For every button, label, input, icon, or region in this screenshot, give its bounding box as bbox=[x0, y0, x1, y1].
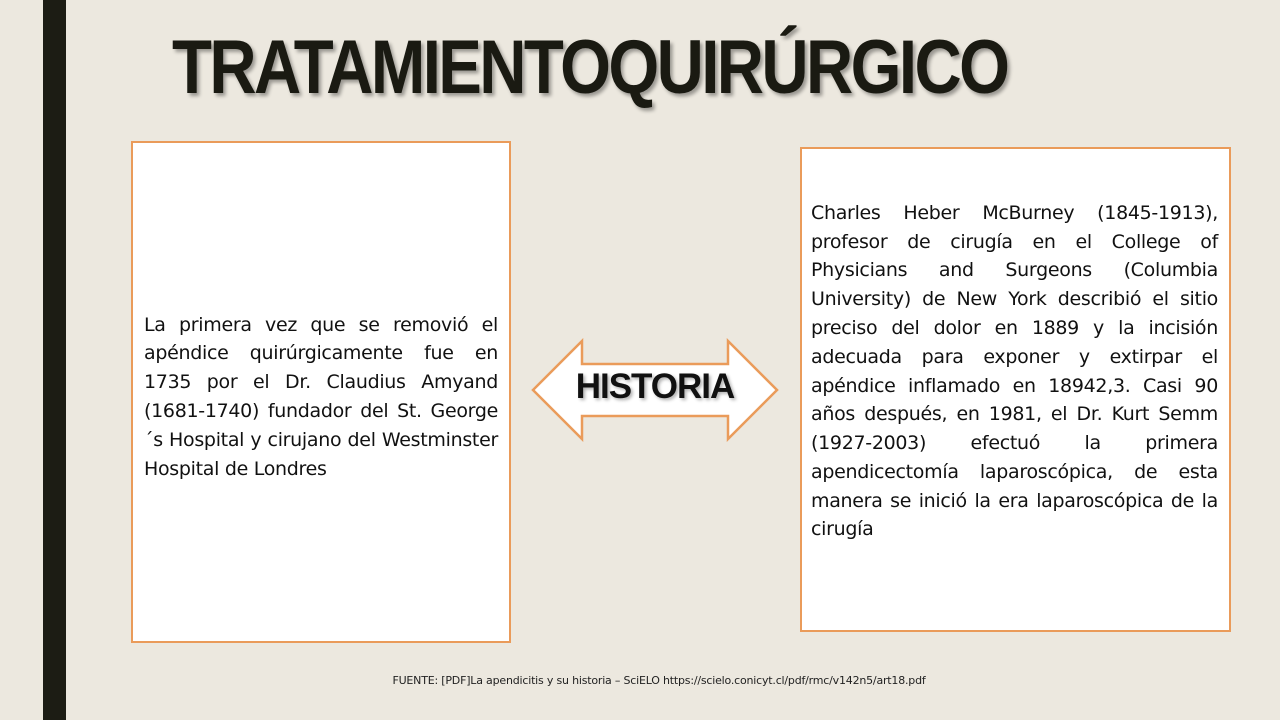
source-citation: FUENTE: [PDF]La apendicitis y su historia – SciELO https://scielo.conicyt.cl/pdf/rmc/v142n5/art18.pdf bbox=[392, 674, 926, 687]
left-box-text: La primera vez que se removió el apéndice quirúrgicamente fue en 1735 por el Dr. Claudius Amyand (1681-1740) fundador del St. George´s Hospital y cirujano del Westminster Hospital de Londres bbox=[144, 313, 498, 480]
slide-title: TRATAMIENTOQUIRÚRGICO bbox=[172, 25, 1008, 110]
right-text-box bbox=[800, 147, 1231, 632]
left-text-box bbox=[131, 141, 511, 643]
arrow-label-historia: HISTORIA bbox=[575, 367, 735, 406]
right-box-text: Charles Heber McBurney (1845-1913), profesor de cirugía en el College of Physicians and Surgeons (Columbia University) de New York describió el sitio preciso del dolor en 1889 y la incisión adecuada para exponer y extirpar el apéndice inflamado en 18942,3. Casi 90 años después, en 1981, el Dr. Kurt Semm (1927-2003) efectuó la primera apendicectomía laparoscópica, de esta manera se inició la era laparoscópica de la cirugía bbox=[811, 201, 1218, 541]
slide-side-bar bbox=[43, 0, 66, 720]
